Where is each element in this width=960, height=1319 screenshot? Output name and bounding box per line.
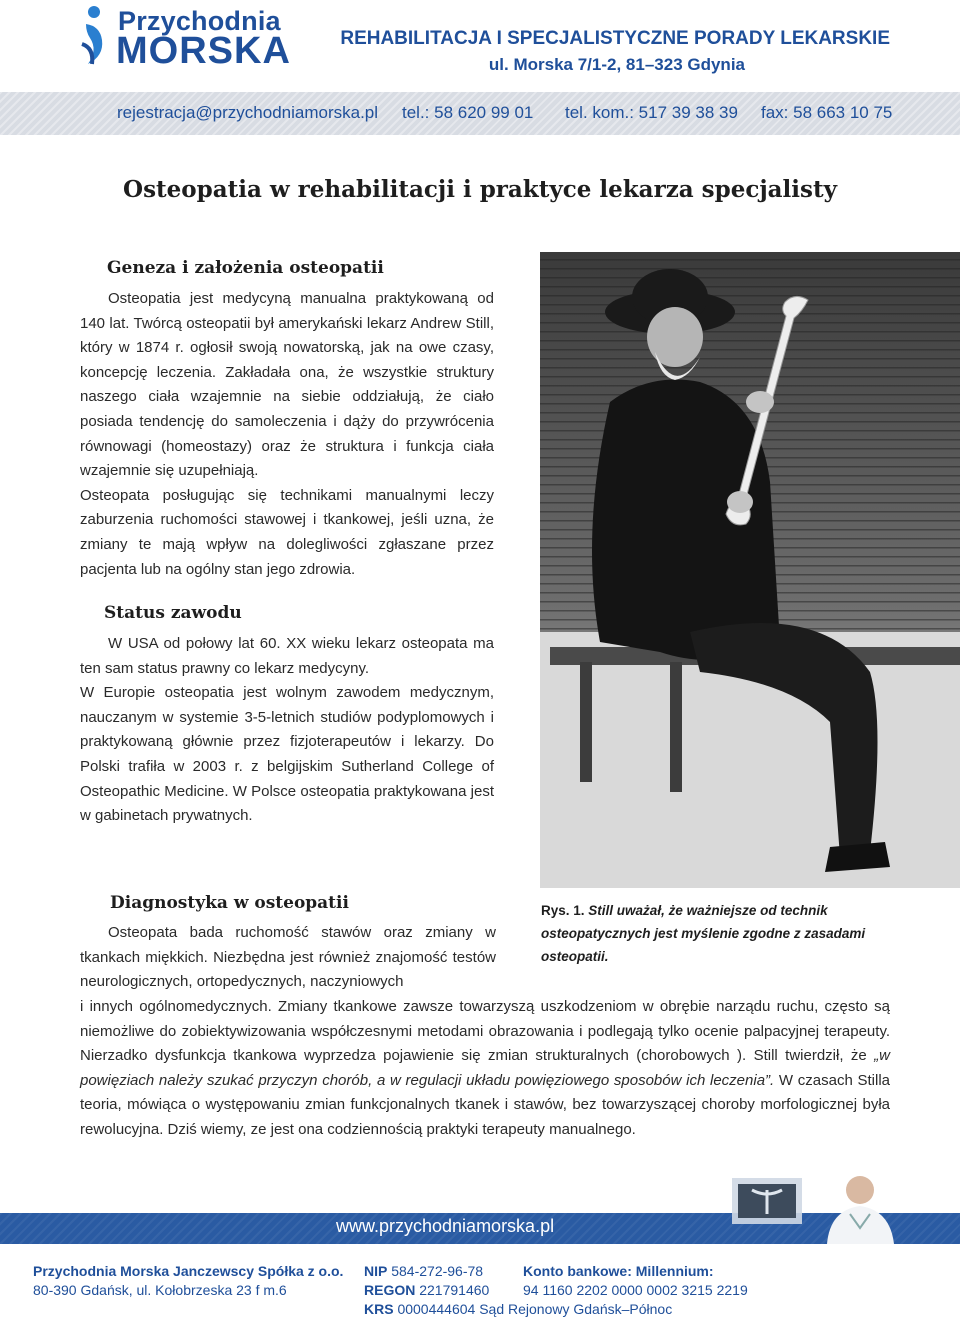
company-address: 80-390 Gdańsk, ul. Kołobrzeska 23 f m.6 xyxy=(33,1282,287,1298)
logo-line2: MORSKA xyxy=(116,30,291,72)
contact-email[interactable]: rejestracja@przychodniamorska.pl xyxy=(117,103,379,122)
nip-label: NIP xyxy=(364,1263,388,1279)
still-quote: „w powięziach należy szukać przyczyn chorób, a w regulacji układu powięziowego sposobów ich leczenia”. xyxy=(80,1047,890,1089)
status-paragraph-2: W Europie osteopatia jest wolnym zawodem medycznym, nauczanym w systemie 3-5-letnich studiów podyplomowych i praktykowaną głównie przez fizjoterapeutów i lekarzy. Do Polski trafiła w 2003 r. z belgijskim Sutherland College of Osteopathic Medicine. W Polsce osteopatia praktykowana jest w gabinetach prywatnych. xyxy=(80,684,494,825)
document-title: Osteopatia w rehabilitacji i praktyce lekarza specjalisty xyxy=(123,176,837,203)
footer-bank xyxy=(523,1262,748,1300)
section-heading-diagnostics: Diagnostyka w osteopatii xyxy=(110,893,349,913)
section-heading-genesis: Geneza i założenia osteopatii xyxy=(107,258,384,278)
bank-label: Konto bankowe: Millennium: xyxy=(523,1263,714,1279)
bank-account: 94 1160 2202 0000 0002 3215 2219 xyxy=(523,1282,748,1298)
genesis-paragraph-2: Zakładała ona, że wszystkie struktury naszego ciała wzajemnie na siebie oddziałują, że ciało posiada tendencję do samoleczenia i dąży do przywrócenia równowagi (homeostazy) oraz że struktura i funkcja ciała wzajemnie się uzupełniają. xyxy=(80,363,494,480)
figure-caption xyxy=(541,899,881,968)
logo-line1: Przychodnia xyxy=(118,6,281,36)
contact-fax: fax: 58 663 10 75 xyxy=(761,103,893,122)
doctor-xray-icon xyxy=(732,1168,922,1244)
section-lead-diagnostics xyxy=(80,921,496,995)
section-heading-status: Status zawodu xyxy=(104,603,242,623)
andrew-still-photo xyxy=(540,252,960,888)
section-body-status xyxy=(80,632,494,829)
footer-company xyxy=(33,1262,343,1300)
clinic-address: ul. Morska 7/1-2, 81–323 Gdynia xyxy=(488,55,745,74)
website-link[interactable]: www.przychodniamorska.pl xyxy=(336,1216,555,1236)
regon-value: 221791460 xyxy=(419,1282,490,1298)
diagnostics-body-end: W czasach Stilla teoria, mówiąca o występowaniu zmian funkcjonalnych tkanek i stawów, bez towarzyszącej choroby morfologicznej była rewolucyjna. Dziś wiemy, ze jest ona codziennością praktyki terapeuty manualnego. xyxy=(80,1071,891,1138)
krs-value: 0000444604 Sąd Rejonowy Gdańsk–Północ xyxy=(397,1301,673,1317)
section-body-genesis xyxy=(80,287,494,582)
diagnostics-body-start: i innych ogólnomedycznych. Zmiany tkankowe zawsze towarzyszą uszkodzeniom w obrębie narządu ruchu, często są niemożliwe do zobiektywizowania współczesnymi metodami obrazowania i podlegają tylko ocenie palpacyjnej terapeuty. Nierzadko dysfunkcja tkankowa wyprzedza pojawienie się zmian strukturalnych (chorobowych ). Still twierdził, że xyxy=(80,998,890,1065)
contact-phone[interactable]: tel.: 58 620 99 01 xyxy=(402,103,534,122)
section-body-diagnostics xyxy=(80,995,890,1143)
krs-label: KRS xyxy=(364,1301,394,1317)
status-paragraph-1: W USA od połowy lat 60. XX wieku lekarz osteopata ma ten sam status prawny co lekarz medycyny. xyxy=(80,635,494,677)
figure-label: Rys. 1. xyxy=(541,903,585,918)
contact-mobile[interactable]: tel. kom.: 517 39 38 39 xyxy=(565,103,738,122)
diagnostics-lead: Osteopata bada ruchomość stawów oraz zmiany w tkankach miękkich. Niezbędna jest również znajomość testów neurologicznych, ortopedycznych, naczyniowych xyxy=(80,924,496,991)
clinic-services-title: REHABILITACJA I SPECJALISTYCZNE PORADY LEKARSKIE xyxy=(340,28,890,49)
nip-value: 584-272-96-78 xyxy=(391,1263,484,1279)
company-name: Przychodnia Morska Janczewscy Spółka z o.o. xyxy=(33,1263,344,1279)
regon-label: REGON xyxy=(364,1282,416,1298)
genesis-paragraph-1: Osteopatia jest medycyną manualna praktykowaną od 140 lat. Twórcą osteopatii był amerykański lekarz Andrew Still, który w 1874 r. ogłosił swoją nowatorską, jak na owe czasy, koncepcję leczenia. xyxy=(80,290,494,381)
genesis-paragraph-3: Osteopata posługując się technikami manualnymi leczy zaburzenia ruchomości stawowej i tkankowej, jeśli uzna, że zmiany te mają wpływ na dolegliwości zgłaszane przez pacjenta lub na ogólny stan jego zdrowia. xyxy=(80,486,494,578)
figure-caption-text: Still uważał, że ważniejsze od technik osteopatycznych jest myślenie zgodne z zasadami osteopatii. xyxy=(541,903,866,964)
